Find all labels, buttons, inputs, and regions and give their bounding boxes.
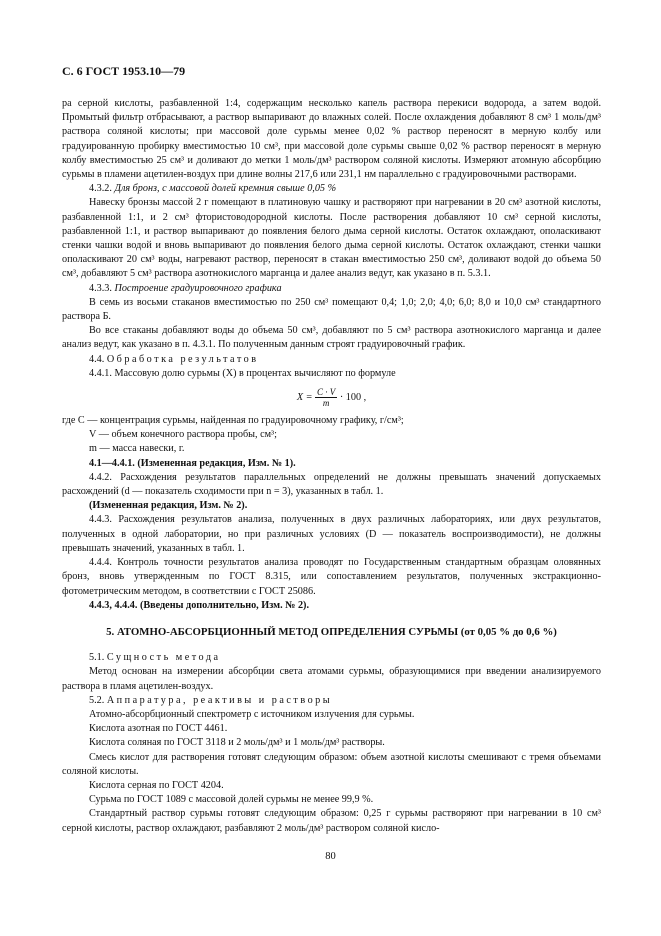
section-number: 5.1. <box>89 652 105 664</box>
subsection-heading-4-3-2 <box>62 182 601 196</box>
paragraph: 4.4.4. Контроль точности результатов анализа проводят по Государственным стандартным образцам оловянных бронз, вновь утвержденным по ГОСТ 8.315, или сопоставлением результатов, полученных экстракционно-фотометрическим методом, в соответствии с ГОСТ 25086. <box>62 557 601 597</box>
paragraph: Кислота соляная по ГОСТ 3118 и 2 моль/дм³ и 1 моль/дм³ растворы. <box>89 737 385 749</box>
formula-fraction <box>315 387 337 408</box>
section-title: Обработка результатов <box>106 353 259 365</box>
subsection-heading-5-2 <box>62 694 601 708</box>
section-title: Сущность метода <box>106 652 221 664</box>
page-number: 80 <box>325 851 336 862</box>
subsection-heading-5-1 <box>62 651 601 665</box>
revision-note: (Измененная редакция, Изм. № 2). <box>89 500 248 512</box>
paragraph: Сурьма по ГОСТ 1089 с массовой долей сурьмы не менее 99,9 %. <box>89 794 374 806</box>
paragraph: Во все стаканы добавляют воды до объема 50 см³, добавляют по 5 см³ раствора азотнокислого марганца и далее анализ ведут, как указано в п. 4.3.1. По полученным данным строят градуировочный график. <box>62 325 601 351</box>
formula <box>62 387 601 408</box>
definition-c: где C — концентрация сурьмы, найденная по градуировочному графику, г/см³; <box>62 415 404 427</box>
page-header: С. 6 ГОСТ 1953.10—79 <box>62 64 186 78</box>
definition-v: V — объем конечного раствора пробы, см³; <box>89 429 277 441</box>
paragraph: 4.4.3. Расхождения результатов анализа, полученных в двух различных лабораториях, или двух результатов, полученных в одной лаборатории, но при различных условиях (D — показатель воспроизводимости), не должны превышать значений, указанных в табл. 1. <box>62 514 601 554</box>
paragraph: Стандартный раствор сурьмы готовят следующим образом: 0,25 г сурьмы растворяют при нагревании в 10 см³ серной кислоты, раствор охлаждают, разбавляют 2 моль/дм³ раствором соляной кисло- <box>62 808 601 834</box>
formula-numerator: C · V <box>317 387 336 398</box>
subsection-heading-4-3-3 <box>62 282 601 296</box>
section-number: 4.3.3. <box>89 282 112 294</box>
revision-note: 4.4.3, 4.4.4. (Введены дополнительно, Изм. № 2). <box>89 599 310 611</box>
paragraph: Кислота азотная по ГОСТ 4461. <box>89 723 228 735</box>
paragraph: 4.4.1. Массовую долю сурьмы (X) в процентах вычисляют по формуле <box>89 367 396 379</box>
subsection-heading-4-4 <box>62 353 601 367</box>
definition-m: m — масса навески, г. <box>89 443 185 455</box>
document-body <box>62 97 601 836</box>
section-number: 4.4. <box>89 353 105 365</box>
formula-rhs: · 100 , <box>339 391 367 403</box>
paragraph: ра серной кислоты, разбавленной 1:4, содержащим несколько капель раствора перекиси водорода, а затем водой. Промытый фильтр отбрасывают, а раствор выпаривают до влажных солей. После охлаждения добавляют 8 см³ 1 моль/дм³ раствора соляной кислоты; при массовой доле сурьмы менее 0,02 % раствор переносят в мерную колбу или градуированную пробирку вместимостью 10 см³, при массовой доле сурьмы свыше 0,02 % раствор переносят в мерную колбу вместимостью 25 см³ и доливают до метки 1 моль/дм³ раствором соляной кислоты. Измеряют атомную абсорбцию сурьмы в пламени ацетилен-воздух при длине волны 217,6 или 231,1 нм параллельно с градуировочными растворами. <box>62 98 601 181</box>
paragraph: Смесь кислот для растворения готовят следующим образом: объем азотной кислоты смешивают с тремя объемами соляной кислоты. <box>62 751 601 777</box>
formula-lhs: X = <box>296 391 313 403</box>
paragraph: Навеску бронзы массой 2 г помещают в платиновую чашку и растворяют при нагревании в 20 см³ азотной кислоты, разбавленной 1:1, и 2 см³ фтористоводородной кислоты. После растворения добавляют 10 см³ серной кислоты, разбавленной 1:1, и раствор выпаривают до появления белого дыма серной кислоты. Остаток охлаждают, ополаскивают стенки чашки водой и вновь выпаривают до появления белого дыма серной кислоты. Остаток охлаждают, стенки чашки ополаскивают 20 см³ воды, нагревают раствор, переносят в стакан вместимостью 250 см³, доливают водой до объема 50 см³, добавляют 5 см³ раствора азотнокислого марганца и далее анализ ведут, как указано в п. 5.3.1. <box>62 197 601 280</box>
paragraph: Кислота серная по ГОСТ 4204. <box>89 779 224 791</box>
formula-denominator: m <box>322 398 330 409</box>
paragraph: 4.4.2. Расхождения результатов параллельных определений не должны превышать значений допускаемых расхождений (d — показатель сходимости при n = 3), указанных в табл. 1. <box>62 471 601 498</box>
paragraph: Метод основан на измерении абсорбции света атомами сурьмы, образующимися при введении анализируемого раствора в пламя ацетилен-воздух. <box>62 666 601 692</box>
paragraph: В семь из восьми стаканов вместимостью по 250 см³ помещают 0,4; 1,0; 2,0; 4,0; 6,0; 8,0 и 10,0 см³ стандартного раствора Б. <box>62 296 601 323</box>
revision-note: 4.1—4.4.1. (Измененная редакция, Изм. № 1). <box>89 457 296 469</box>
section-title: Аппаратура, реактивы и растворы <box>106 694 333 706</box>
section-number: 4.3.2. <box>89 183 112 195</box>
section-heading-5: 5. АТОМНО-АБСОРБЦИОННЫЙ МЕТОД ОПРЕДЕЛЕНИЯ СУРЬМЫ (от 0,05 % до 0,6 %) <box>106 625 557 638</box>
paragraph: Атомно-абсорбционный спектрометр с источником излучения для сурьмы. <box>89 708 415 720</box>
section-title: Построение градуировочного графика <box>114 282 282 294</box>
section-title: Для бронз, с массовой долей кремния свыше 0,05 % <box>114 183 337 195</box>
section-number: 5.2. <box>89 694 105 706</box>
